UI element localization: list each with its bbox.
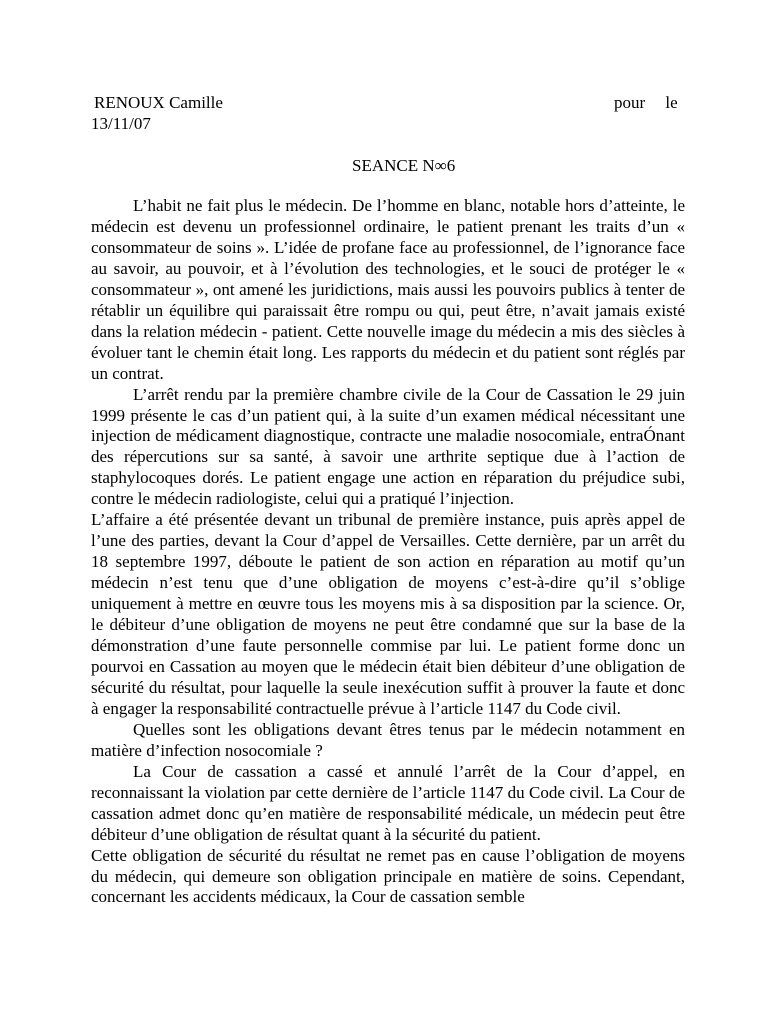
- paragraph-procedure: L’affaire a été présentée devant un tribunal de première instance, puis après appel de l’une des parties, devant la Cour d’appel de Versailles. Cette dernière, par un arrêt du 18 septembre 1997, déboute le patient de son action en réparation au motif qu’un médecin n’est tenu que d’une obligation de moyens c’est-à-dire qu’il s’oblige uniquement à mettre en œuvre tous les moyens mis à sa disposition par la science. Or, le débiteur d’une obligation de moyens ne peut être condamné que sur la base de la démonstration d’une faute personnelle commise par lui. Le patient forme donc un pourvoi en Cassation au moyen que le médecin était bien débiteur d’une obligation de sécurité du résultat, pour laquelle la seule inexécution suffit à prouver la faute et donc à engager la responsabilité contractuelle prévue à l’article 1147 du Code civil.: [91, 510, 685, 718]
- author-name: RENOUX Camille: [94, 93, 223, 112]
- due-date: 13/11/07: [91, 114, 151, 133]
- paragraph-question: Quelles sont les obligations devant êtres tenus par le médecin notamment en matière d’infection nosocomiale ?: [91, 719, 685, 760]
- paragraph-intro: L’habit ne fait plus le médecin. De l’homme en blanc, notable hors d’atteinte, le médecin est devenu un professionnel ordinaire, le patient prenant les traits d’un « consommateur de soins ». L’idée de profane face au professionnel, de l’ignorance face au savoir, au pouvoir, et à l’évolution des technologies, et le souci de protéger le « consommateur », ont amené les juridictions, mais aussi les pouvoirs publics à tenter de rétablir un équilibre qui paraissait être rompu ou qui, peut être, n’avait jamais existé dans la relation médecin - patient. Cette nouvelle image du médecin a mis des siècles à évoluer tant le chemin était long. Les rapports du médecin et du patient sont réglés par un contrat.: [91, 196, 685, 383]
- paragraph-analysis: Cette obligation de sécurité du résultat ne remet pas en cause l’obligation de moyens du médecin, qui demeure son obligation principale en matière de soins. Cependant, concernant les accidents médicaux, la Cour de cassation semble: [91, 845, 685, 907]
- due-label: pour le: [614, 93, 678, 112]
- document-title: SEANCE N∞6: [352, 156, 456, 175]
- paragraph-solution: La Cour de cassation a cassé et annulé l’arrêt de la Cour d’appel, en reconnaissant la violation par cette dernière de l’article 1147 du Code civil. La Cour de cassation admet donc qu’en matière de responsabilité médicale, un médecin peut être débiteur d’une obligation de résultat quant à la sécurité du patient.: [91, 761, 685, 844]
- paragraph-facts: L’arrêt rendu par la première chambre civile de la Cour de Cassation le 29 juin 1999 présente le cas d’un patient qui, à la suite d’un examen médical nécessitant une injection de médicament diagnostique, contracte une maladie nosocomiale, entraÓnant des répercutions sur sa santé, à savoir une arthrite septique due à l’action de staphylocoques dorés. Le patient engage une action en réparation du préjudice subi, contre le médecin radiologiste, celui qui a pratiqué l’injection.: [91, 384, 685, 509]
- document-body: [91, 196, 685, 908]
